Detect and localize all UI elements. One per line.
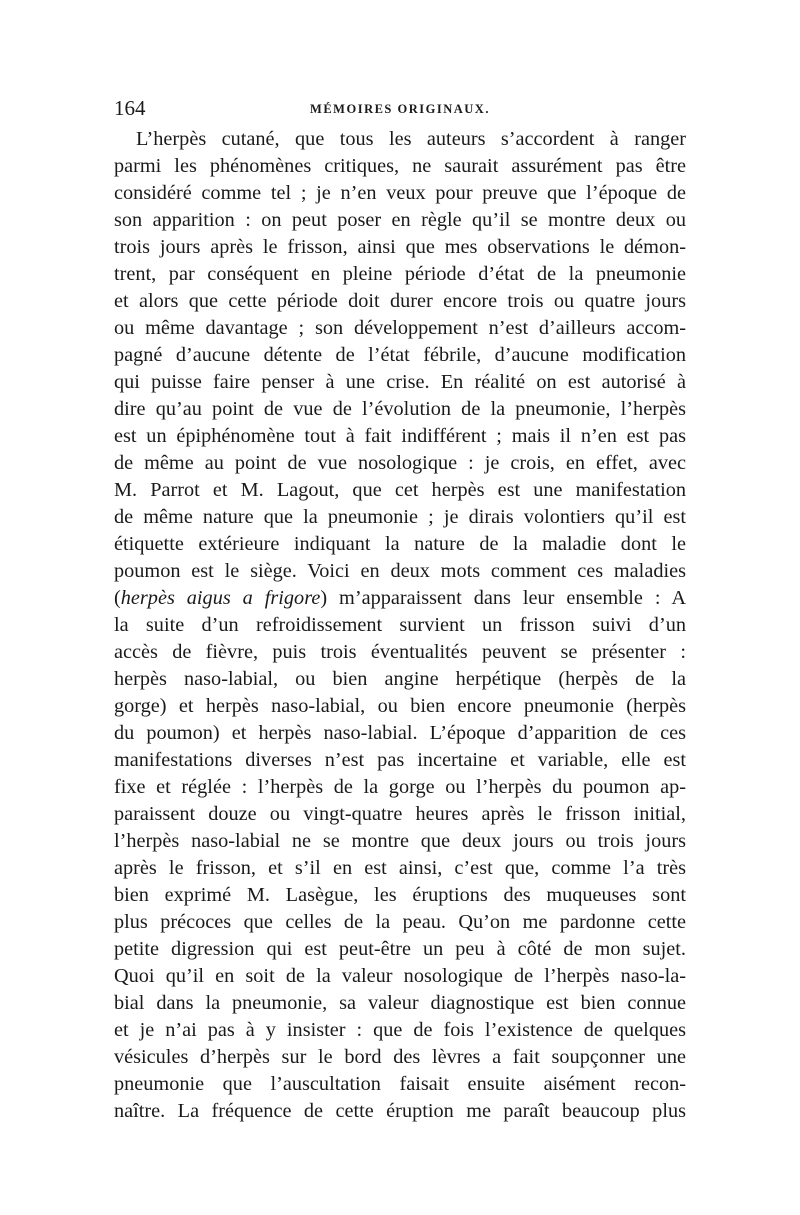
text-line: du poumon) et herpès naso-labial. L’époque d’apparition de ces (114, 722, 686, 744)
text-line: herpès naso-labial, ou bien angine herpétique (herpès de la (114, 668, 686, 690)
text-line: l’herpès naso-labial ne se montre que deux jours ou trois jours (114, 830, 686, 852)
text-line: parmi les phénomènes critiques, ne saurait assurément pas être (114, 155, 686, 177)
text-line: pagné d’aucune détente de l’état fébrile, d’aucune modification (114, 344, 686, 366)
text-line: bien exprimé M. Lasègue, les éruptions des muqueuses sont (114, 884, 686, 906)
text-line: de même nature que la pneumonie ; je dirais volontiers qu’il est (114, 506, 686, 528)
text-line: L’herpès cutané, que tous les auteurs s’accordent à ranger (136, 128, 686, 150)
text-line: pneumonie que l’auscultation faisait ensuite aisément recon- (114, 1073, 686, 1095)
text-line: et alors que cette période doit durer encore trois ou quatre jours (114, 290, 686, 312)
text-line: vésicules d’herpès sur le bord des lèvres a fait soupçonner une (114, 1046, 686, 1068)
text-line: M. Parrot et M. Lagout, que cet herpès est une manifestation (114, 479, 686, 501)
text-line: bial dans la pneumonie, sa valeur diagnostique est bien connue (114, 992, 686, 1014)
text-line: plus précoces que celles de la peau. Qu’on me pardonne cette (114, 911, 686, 933)
text-line: trent, par conséquent en pleine période d’état de la pneumonie (114, 263, 686, 285)
body-text (114, 126, 686, 1125)
running-head (114, 96, 686, 126)
running-title: MÉMOIRES ORIGINAUX. (310, 102, 490, 116)
page-number: 164 (114, 96, 146, 120)
text-line: manifestations diverses n’est pas incertaine et variable, elle est (114, 749, 686, 771)
text-line: et je n’ai pas à y insister : que de fois l’existence de quelques (114, 1019, 686, 1041)
text-line: qui puisse faire penser à une crise. En réalité on est autorisé à (114, 371, 686, 393)
text-line: paraissent douze ou vingt-quatre heures après le frisson initial, (114, 803, 686, 825)
text-line: de même au point de vue nosologique : je crois, en effet, avec (114, 452, 686, 474)
text-line: naître. La fréquence de cette éruption me paraît beaucoup plus (114, 1100, 686, 1122)
text-line: poumon est le siège. Voici en deux mots comment ces maladies (114, 560, 686, 582)
text-line: son apparition : on peut poser en règle qu’il se montre deux ou (114, 209, 686, 231)
text-line: la suite d’un refroidissement survient un frisson suivi d’un (114, 614, 686, 636)
italic-phrase: herpès aigus a frigore (120, 587, 321, 609)
text-line: Quoi qu’il en soit de la valeur nosologique de l’herpès naso-la- (114, 965, 686, 987)
book-page (114, 96, 686, 1125)
text-line: fixe et réglée : l’herpès de la gorge ou l’herpès du poumon ap- (114, 776, 686, 798)
text-line: (herpès aigus a frigore) m’apparaissent dans leur ensemble : A (114, 587, 686, 609)
text-line: considéré comme tel ; je n’en veux pour preuve que l’époque de (114, 182, 686, 204)
text-line: dire qu’au point de vue de l’évolution de la pneumonie, l’herpès (114, 398, 686, 420)
text-line: ou même davantage ; son développement n’est d’ailleurs accom- (114, 317, 686, 339)
text-line: accès de fièvre, puis trois éventualités peuvent se présenter : (114, 641, 686, 663)
text-line: gorge) et herpès naso-labial, ou bien encore pneumonie (herpès (114, 695, 686, 717)
text-line: petite digression qui est peut-être un peu à côté de mon sujet. (114, 938, 686, 960)
text-line: après le frisson, et s’il en est ainsi, c’est que, comme l’a très (114, 857, 686, 879)
text-line: est un épiphénomène tout à fait indifférent ; mais il n’en est pas (114, 425, 686, 447)
text-line: étiquette extérieure indiquant la nature de la maladie dont le (114, 533, 686, 555)
text-line: trois jours après le frisson, ainsi que mes observations le démon- (114, 236, 686, 258)
